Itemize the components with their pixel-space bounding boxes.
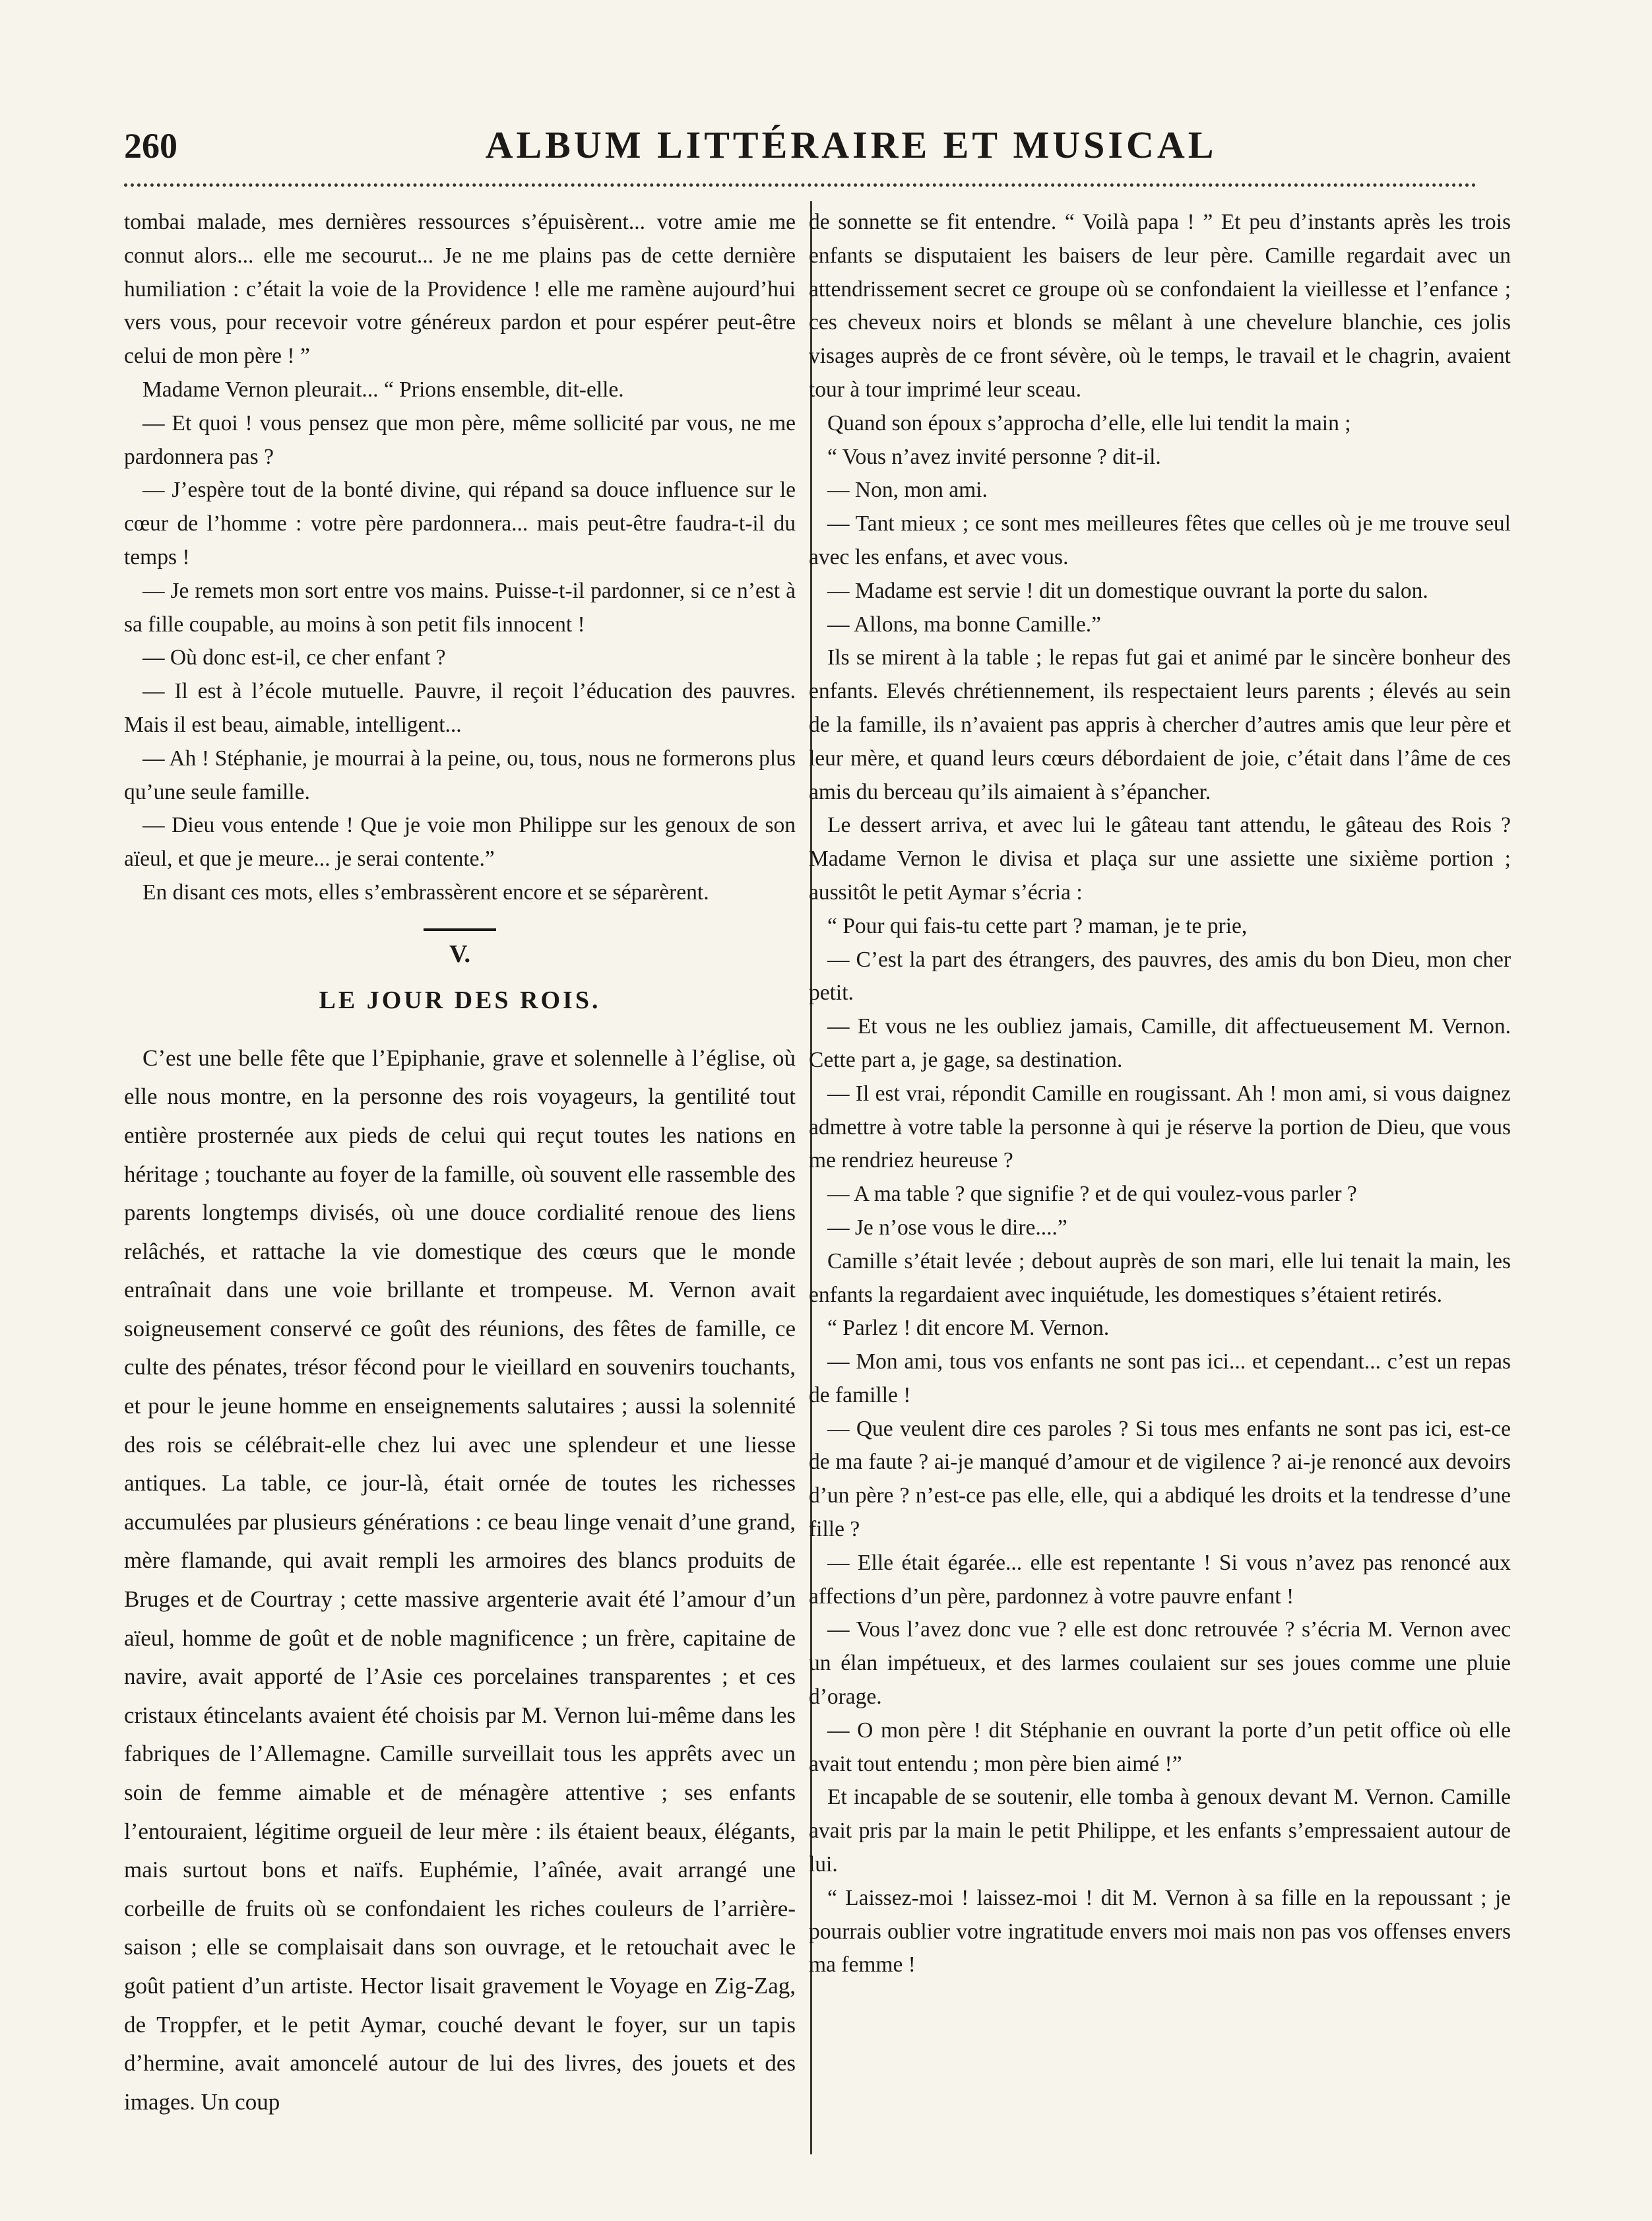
paragraph: — Que veulent dire ces paroles ? Si tous mes enfants ne sont pas ici, est-ce de ma faute ? ai-je manqué d’amour et de vigilence ? ai-je renoncé aux devoirs d’un père ? n’est-ce pas elle, elle, qui a abdiqué les droits et la tendresse d’une fille ? bbox=[809, 1416, 1511, 1542]
page-number: 260 bbox=[124, 126, 177, 166]
paragraph: C’est une belle fête que l’Epiphanie, grave et solennelle à l’église, où elle nous montre, en la personne des rois voyageurs, la gentilité tout entière prosternée aux pieds de celui qui reçut toutes les nations en héritage ; touchante au foyer de la famille, où souvent elle rassemble des parents longtemps divisés, où une douce cordialité renoue des liens relâchés, et rattache la vie domestique des cœurs que le monde entraînait dans une voie brillante et trompeuse. M. Vernon avait soigneusement conservé ce goût des réunions, des fêtes de famille, ce culte des pénates, trésor fécond pour le vieillard en souvenirs touchants, et pour le jeune homme en enseignements salutaires ; aussi la solennité des rois se célébrait-elle chez lui avec une splendeur et une liesse antiques. La table, ce jour-là, était ornée de toutes les richesses accumulées par plusieurs générations : ce beau linge venait d’une grand, mère flamande, qui avait rempli les armoires des blancs produits de Bruges et de Courtray ; cette massive argenterie avait été l’amour d’un aïeul, homme de goût et de noble magnificence ; un frère, capitaine de navire, avait apporté de l’Asie ces porcelaines transparentes ; et ces cristaux étincelants avaient été choisis par M. Vernon lui-même dans les fabriques de l’Allemagne. Camille surveillait tous les apprêts avec un soin de femme aimable et de ménagère attentive ; ses enfants l’entouraient, légitime orgueil de leur mère : ils étaient beaux, élégants, mais surtout bons et naïfs. Euphémie, l’aînée, avait arrangé une corbeille de fruits où se confondaient les riches couleurs de l’arrière-saison ; elle se complaisait dans son ouvrage, et le retouchait avec le goût patient d’un artiste. Hector lisait gravement le Voyage en Zig-Zag, de Troppfer, et le petit Aymar, couché devant le foyer, sur un tapis d’hermine, avait amoncelé autour de lui des livres, des jouets et des images. Un coup bbox=[124, 1045, 796, 2115]
paragraph: — Je remets mon sort entre vos mains. Puisse-t-il pardonner, si ce n’est à sa fille coupable, au moins à son petit fils innocent ! bbox=[124, 578, 796, 637]
paragraph: Camille s’était levée ; debout auprès de son mari, elle lui tenait la main, les enfants la regardaient avec inquiétude, les domestiques s’étaient retirés. bbox=[809, 1248, 1511, 1307]
paragraph: — Vous l’avez donc vue ? elle est donc retrouvée ? s’écria M. Vernon avec un élan impétueux, et des larmes coulaient sur ses joues comme une pluie d’orage. bbox=[809, 1617, 1511, 1710]
paragraph: — A ma table ? que signifie ? et de qui voulez-vous parler ? bbox=[827, 1182, 1357, 1207]
paragraph: Ils se mirent à la table ; le repas fut gai et animé par le sincère bonheur des enfants. Elevés chrétiennement, ils respectaient leurs parents ; élevés au sein de la famille, ils n’avaient pas appris à chercher d’autres amis que leur père et leur mère, et quand leurs cœurs débordaient de joie, c’était dans l’âme de ces amis du berceau qu’ils aimaient à s’épancher. bbox=[809, 645, 1511, 804]
paragraph: — Il est vrai, répondit Camille en rougissant. Ah ! mon ami, si vous daignez admettre à votre table la personne à qui je réserve la portion de Dieu, que vous me rendriez heureuse ? bbox=[809, 1081, 1511, 1173]
paragraph: “ Laissez-moi ! laissez-moi ! dit M. Vernon à sa fille en la repoussant ; je pourrais oublier votre ingratitude envers moi mais non pas vos offenses envers ma femme ! bbox=[809, 1885, 1511, 1978]
paragraph: — Mon ami, tous vos enfants ne sont pas ici... et cependant... c’est un repas de famille ! bbox=[809, 1349, 1511, 1407]
paragraph: Le dessert arriva, et avec lui le gâteau tant attendu, le gâteau des Rois ? Madame Vernon le divisa et plaça sur une assiette une sixième portion ; aussitôt le petit Aymar s’écria : bbox=[809, 813, 1511, 905]
paragraph: — J’espère tout de la bonté divine, qui répand sa douce influence sur le cœur de l’homme : votre père pardonnera... mais peut-être faudra-t-il du temps ! bbox=[124, 478, 796, 569]
paragraph: — Ah ! Stéphanie, je mourrai à la peine, ou, tous, nous ne formerons plus qu’une seule famille. bbox=[124, 746, 796, 804]
running-title: ALBUM LITTÉRAIRE ET MUSICAL bbox=[485, 123, 1217, 166]
paragraph: “ Parlez ! dit encore M. Vernon. bbox=[827, 1316, 1110, 1341]
paragraph: — Dieu vous entende ! Que je voie mon Philippe sur les genoux de son aïeul, et que je meure... je serai contente.” bbox=[124, 813, 796, 872]
paragraph: En disant ces mots, elles s’embrassèrent encore et se séparèrent. bbox=[143, 880, 709, 905]
chapter-title: LE JOUR DES ROIS. bbox=[319, 986, 601, 1014]
paragraph: — Et vous ne les oubliez jamais, Camille, dit affectueusement M. Vernon. Cette part a, je gage, sa destination. bbox=[809, 1014, 1511, 1072]
paragraph: Quand son époux s’approcha d’elle, elle lui tendit la main ; bbox=[827, 410, 1351, 435]
paragraph: “ Vous n’avez invité personne ? dit-il. bbox=[827, 444, 1161, 469]
chapter-body bbox=[124, 1039, 796, 2122]
paragraph: — Allons, ma bonne Camille.” bbox=[827, 612, 1101, 637]
paragraph: tombai malade, mes dernières ressources s’épuisèrent... votre amie me connut alors... elle me secourut... Je ne me plains pas de cette dernière humiliation : c’était la voie de la Providence ! elle me ramène aujourd’hui vers vous, pour recevoir votre généreux pardon et pour espérer peut-être celui de mon père ! ” bbox=[124, 210, 796, 369]
paragraph: — Où donc est-il, ce cher enfant ? bbox=[143, 645, 446, 670]
paragraph: Et incapable de se soutenir, elle tomba à genoux devant M. Vernon. Camille avait pris par la main le petit Philippe, et les enfants s’empressaient autour de lui. bbox=[809, 1785, 1511, 1877]
paragraph: — O mon père ! dit Stéphanie en ouvrant la porte d’un petit office où elle avait tout entendu ; mon père bien aimé !” bbox=[809, 1718, 1511, 1776]
section-rule bbox=[424, 928, 496, 931]
paragraph: — Je n’ose vous le dire....” bbox=[827, 1215, 1067, 1240]
paragraph: — Tant mieux ; ce sont mes meilleures fêtes que celles où je me trouve seul avec les enfans, et avec vous. bbox=[809, 511, 1511, 569]
paragraph: Madame Vernon pleurait... “ Prions ensemble, dit-elle. bbox=[143, 377, 624, 402]
paragraph: — Madame est servie ! dit un domestique ouvrant la porte du salon. bbox=[827, 578, 1428, 603]
paragraph: — C’est la part des étrangers, des pauvres, des amis du bon Dieu, mon cher petit. bbox=[809, 947, 1511, 1006]
paragraph: — Il est à l’école mutuelle. Pauvre, il reçoit l’éducation des pauvres. Mais il est beau, aimable, intelligent... bbox=[124, 679, 796, 737]
section-numeral: V. bbox=[449, 940, 471, 968]
paragraph: — Et quoi ! vous pensez que mon père, même sollicité par vous, ne me pardonnera pas ? bbox=[124, 410, 796, 469]
paragraph: “ Pour qui fais-tu cette part ? maman, je te prie, bbox=[827, 913, 1248, 938]
right-column bbox=[809, 206, 1511, 1982]
paragraph: de sonnette se fit entendre. “ Voilà papa ! ” Et peu d’instants après les trois enfants se disputaient les baisers de leur père. Camille regardait avec un attendrissement secret ce groupe où se confondaient la vieillesse et l’enfance ; ces cheveux noirs et blonds se mêlant à une chevelure blanchie, ces jolis visages auprès de ce front sévère, où le temps, le travail et le chagrin, avaient tour à tour imprimé leur sceau. bbox=[809, 210, 1511, 402]
header-rule bbox=[124, 183, 1477, 187]
left-column bbox=[124, 206, 796, 2121]
paragraph: — Elle était égarée... elle est repentante ! Si vous n’avez pas renoncé aux affections d’un père, pardonnez à votre pauvre enfant ! bbox=[809, 1550, 1511, 1609]
paragraph: — Non, mon ami. bbox=[827, 478, 988, 503]
